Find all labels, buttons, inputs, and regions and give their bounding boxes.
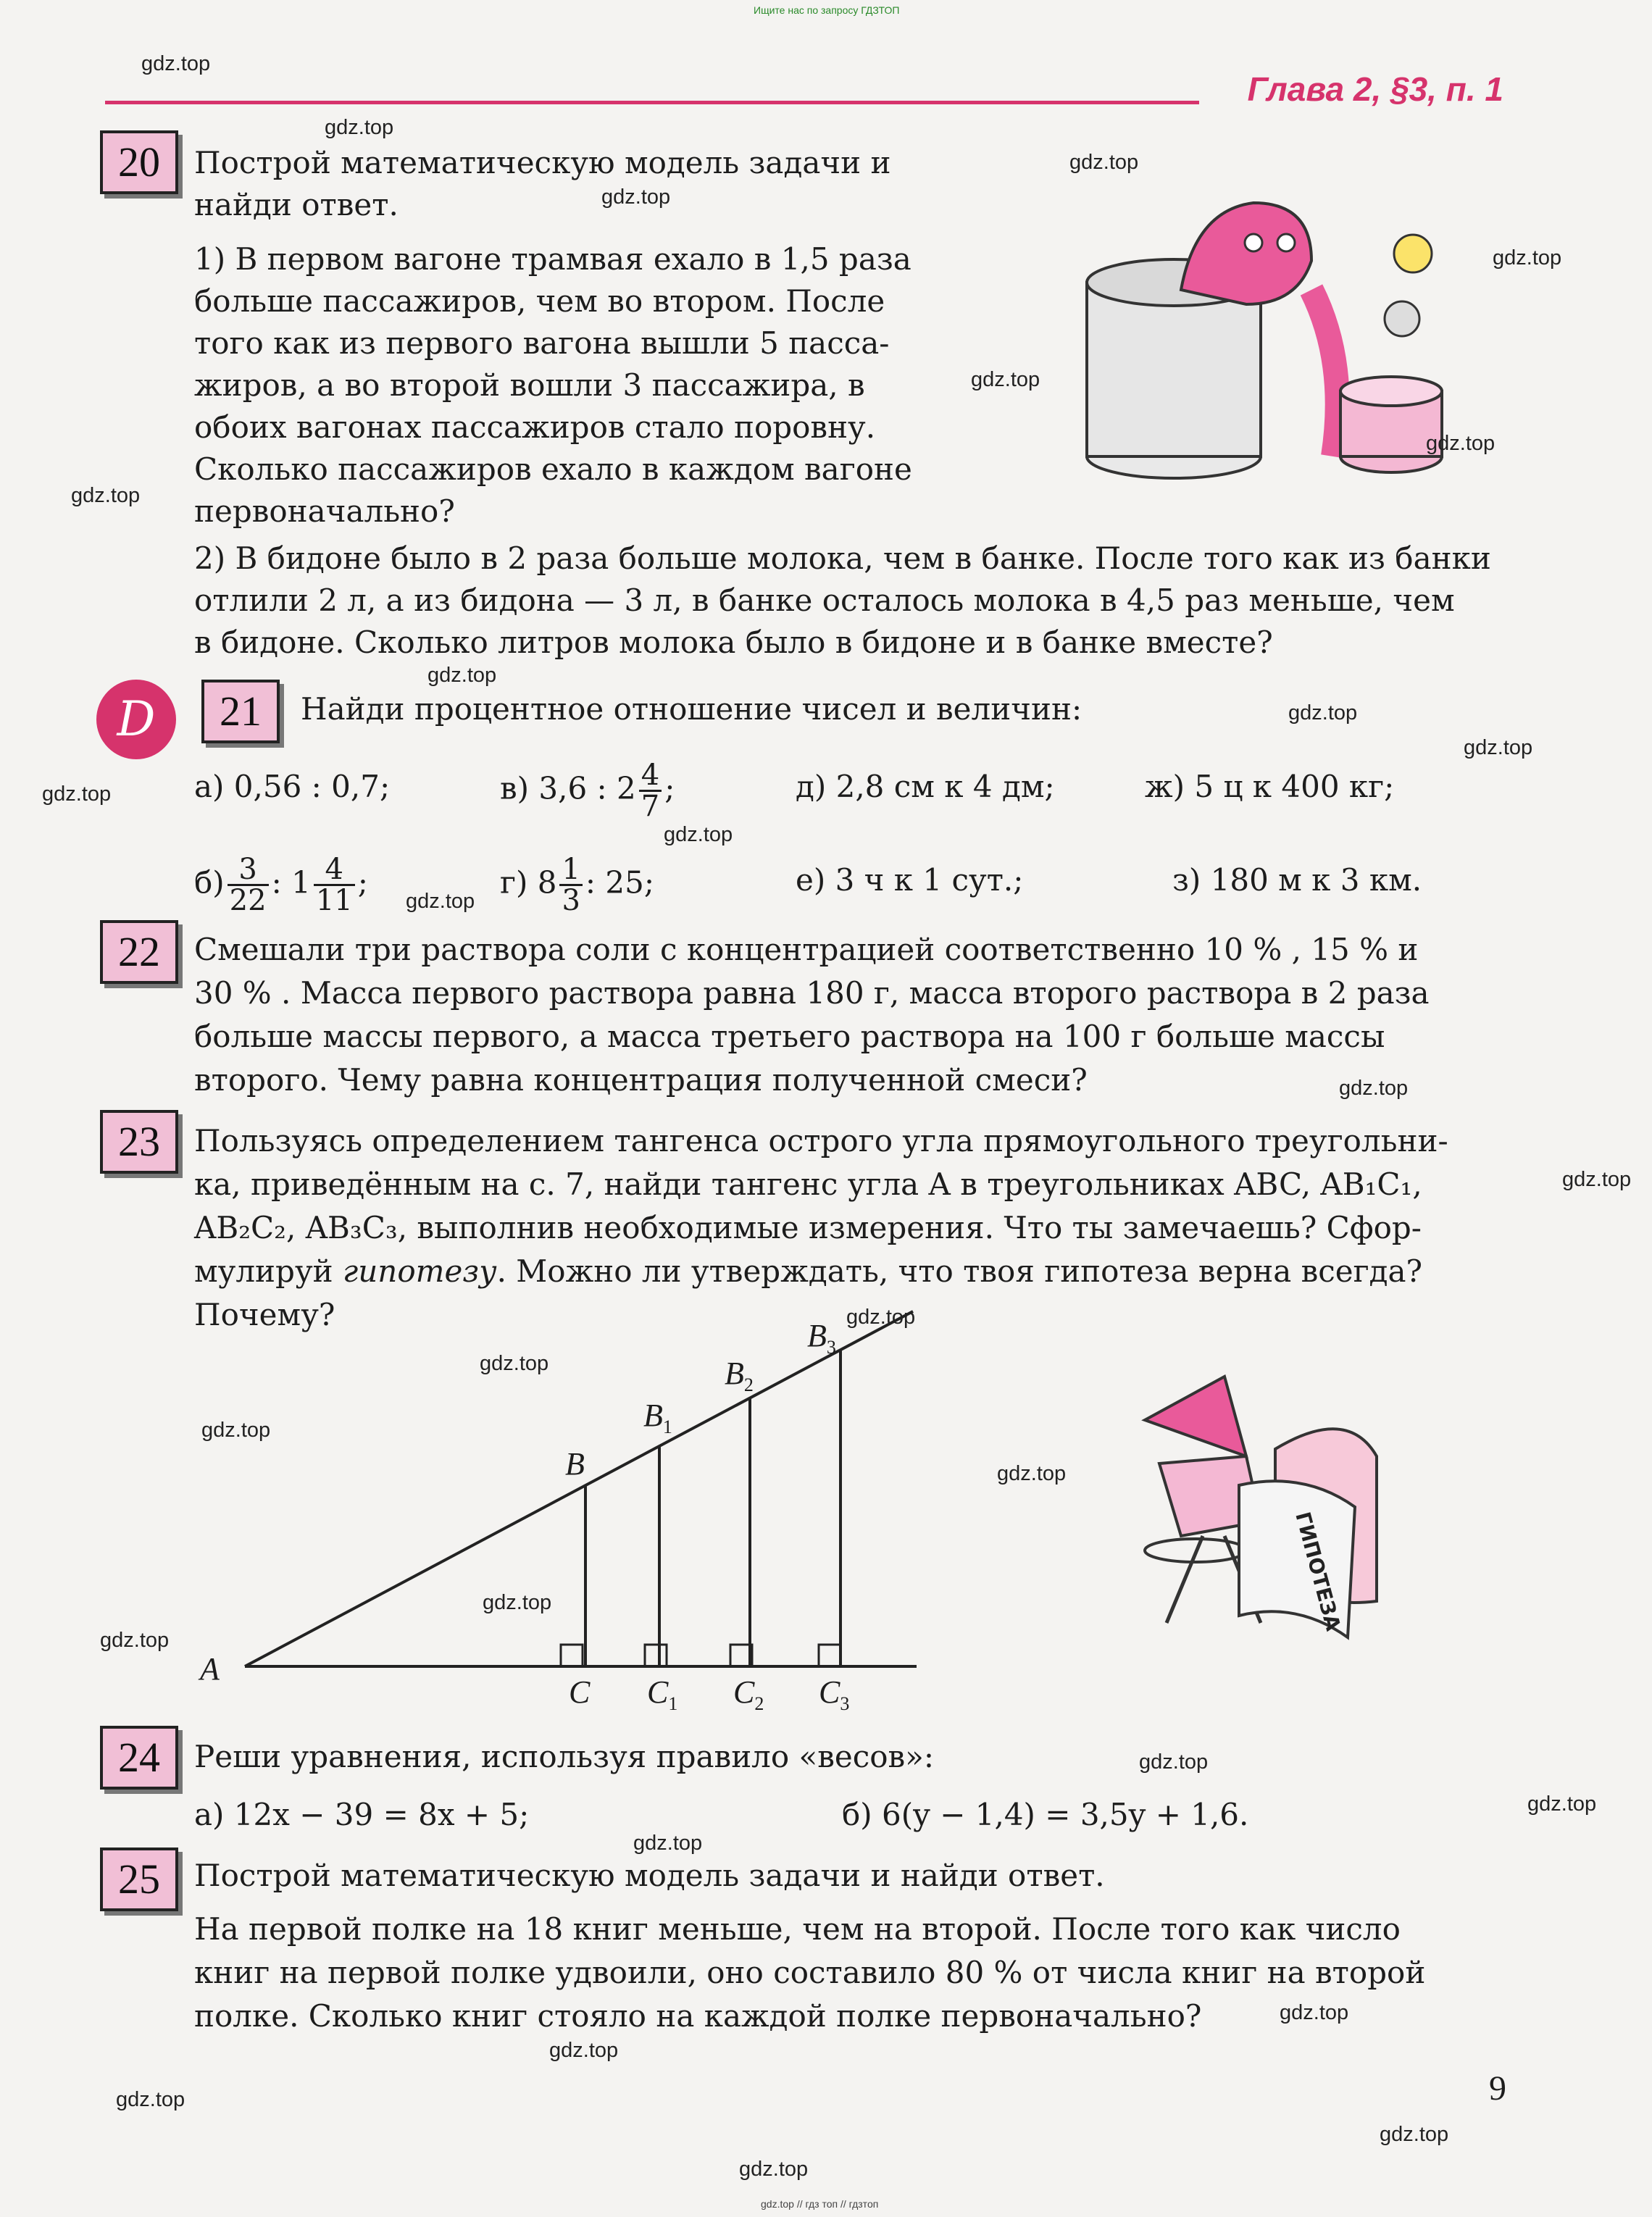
watermark: gdz.top [739,2158,809,2181]
ex25-line: Построй математическую модель задачи и найди ответ. [194,1858,1105,1893]
ex21-item-z: з) 180 м к 3 км. [1172,862,1422,898]
chapter-title: Глава 2, §3, п. 1 [1247,70,1503,108]
ex21-title: Найди процентное отношение чисел и величин: [301,691,1082,727]
watermark: gdz.top [406,890,475,913]
watermark: gdz.top [325,116,394,139]
label-subscript: 1 [662,1416,672,1437]
label-subscript: 2 [754,1692,764,1714]
watermark: gdz.top [1562,1168,1632,1191]
label-B1-letter: B [643,1398,663,1433]
ex21-g-prefix: г) 8 [500,864,557,901]
hypotenuse-line [245,1311,913,1666]
watermark: gdz.top [1339,1077,1409,1100]
ex25-line: На первой полке на 18 книг меньше, чем на второй. После того как число [194,1911,1401,1947]
label-B3 [807,1317,836,1358]
label-B3-letter: B [807,1318,827,1353]
label-subscript: 3 [840,1692,850,1714]
ex20-line: жиров, а во второй вошли 3 пассажира, в [194,367,865,403]
ex20-line: первоначально? [194,493,455,529]
ex23-line: Почему? [194,1297,335,1332]
ex21-g-suffix: : 25; [585,864,655,901]
watermark: gdz.top [1464,736,1533,759]
ex25-line: полке. Сколько книг стояло на каждой полке первоначально? [194,1998,1202,2034]
label-subscript: 3 [826,1336,836,1358]
ex22-line: Смешали три раствора соли с концентрацией соответственно 10 % , 15 % и [194,932,1419,967]
denominator: 22 [228,884,269,915]
ex20-line: 2) В бидоне было в 2 раза больше молока, чем в банке. После того как из банки [194,540,1491,576]
bottom-note: gdz.top // гдз топ // гдзтоп [761,2198,879,2210]
exercise-number-22: 22 [100,920,178,984]
page-number: 9 [1489,2069,1506,2108]
ex21-b-suffix: ; [357,864,368,901]
watermark: gdz.top [1493,246,1562,270]
watermark: gdz.top [480,1352,549,1375]
ex20-line: отлили 2 л, а из бидона — 3 л, в банке осталось молока в 4,5 раз меньше, чем [194,583,1455,618]
ex23-line: Пользуясь определением тангенса острого угла прямоугольного треугольни- [194,1123,1448,1158]
ex21-b-prefix: б) [194,864,225,901]
watermark: gdz.top [633,1832,703,1855]
right-angle-mark [645,1645,667,1666]
ex20-line: того как из первого вагона вышли 5 пасса- [194,325,890,361]
watermark: gdz.top [1069,151,1139,174]
ex21-b-mid: : 1 [271,864,311,901]
ex23-line4-end: . Можно ли утверждать, что твоя гипотеза верна всегда? [496,1253,1423,1289]
label-C3-letter: C [819,1674,840,1710]
ex20-line: больше пассажиров, чем во втором. После [194,283,885,319]
ex22-line: второго. Чему равна концентрация полученной смеси? [194,1062,1088,1098]
label-B: B [565,1446,585,1482]
ex24-item-a: а) 12x − 39 = 8x + 5; [194,1797,530,1832]
watermark: gdz.top [1527,1792,1597,1816]
exercise-number-25: 25 [100,1848,178,1911]
label-subscript: 2 [743,1374,754,1395]
watermark: gdz.top [1288,701,1358,725]
label-A: A [200,1651,220,1687]
watermark: gdz.top [846,1306,916,1329]
ex21-item-e: е) 3 ч к 1 сут.; [796,862,1024,898]
watermark: gdz.top [971,368,1040,391]
ex21-item-zh: ж) 5 ц к 400 кг; [1145,769,1395,804]
ex24-item-b: б) 6(y − 1,4) = 3,5y + 1,6. [842,1797,1249,1832]
ex23-line: AB₂C₂, AB₃C₃, выполнив необходимые измерения. Что ты замечаешь? Сфор- [194,1210,1422,1245]
numerator: 4 [641,759,660,792]
differentiation-badge: D [96,680,176,759]
numerator: 1 [562,853,580,886]
watermark: gdz.top [1139,1750,1209,1774]
hypothesis-illustration [1116,1362,1420,1666]
numerator: 4 [325,853,343,886]
denominator: 7 [639,790,662,821]
ex23-hypothesis-word: гипотезу [343,1253,497,1289]
ex21-item-d: д) 2,8 см к 4 дм; [796,769,1055,804]
scroll-caption: ГИПОТЕЗА [1290,1509,1346,1634]
label-B2 [725,1355,754,1396]
watermark: gdz.top [100,1629,170,1652]
ex21-v-suffix: ; [664,770,675,806]
ex21-item-a: а) 0,56 : 0,7; [194,769,391,804]
label-C3 [819,1674,849,1715]
watermark: gdz.top [483,1591,552,1614]
ex20-line: обоих вагонах пассажиров стало поровну. [194,409,876,445]
ex20-line: в бидоне. Сколько литров молока было в бидоне и в банке вместе? [194,625,1273,660]
watermark: gdz.top [601,185,671,209]
watermark: gdz.top [1380,2123,1449,2146]
watermark: gdz.top [664,823,733,846]
watermark: gdz.top [141,52,211,75]
label-subscript: 1 [668,1692,678,1714]
watermark: gdz.top [549,2039,619,2062]
ex21-v-prefix: в) 3,6 : 2 [500,770,636,806]
ex22-line: больше массы первого, а масса третьего раствора на 100 г больше массы [194,1019,1385,1054]
right-angle-mark [561,1645,583,1666]
label-C2-letter: C [733,1674,755,1710]
ex22-line: 30 % . Масса первого раствора равна 180 г, масса второго раствора в 2 раза [194,975,1430,1011]
label-C: C [569,1674,591,1710]
ex20-line: Построй математическую модель задачи и [194,145,891,180]
right-angle-mark [819,1645,840,1666]
denominator: 3 [559,884,582,915]
header-rule [105,101,1199,104]
cat-illustration [1072,181,1449,493]
ex23-line [194,1251,1422,1293]
numerator: 3 [238,853,257,886]
ex23-line: ка, приведённым на с. 7, найди тангенс угла A в треугольниках ABC, AB₁C₁, [194,1166,1422,1202]
label-B1 [643,1397,672,1438]
denominator: 11 [314,884,355,915]
watermark: gdz.top [1280,2001,1349,2024]
ex21-item-b [194,855,368,915]
watermark: gdz.top [997,1462,1067,1485]
fraction [559,855,582,915]
ex23-line4-start: мулируй [194,1253,343,1289]
ex21-item-v [500,761,675,821]
exercise-number-23: 23 [100,1110,178,1174]
watermark: gdz.top [201,1419,271,1442]
fraction [314,855,355,915]
top-note: Ищите нас по запросу ГДЗТОП [754,4,900,16]
label-B2-letter: B [725,1356,744,1391]
watermark: gdz.top [1426,432,1495,455]
watermark: gdz.top [71,484,141,507]
ex25-line: книг на первой полке удвоили, оно составило 80 % от числа книг на второй [194,1955,1426,1990]
ex24-title: Реши уравнения, используя правило «весов»: [194,1739,935,1774]
exercise-number-20: 20 [100,130,178,194]
watermark: gdz.top [427,664,497,687]
ex20-line: 1) В первом вагоне трамвая ехало в 1,5 раза [194,241,911,277]
label-C1 [647,1674,677,1715]
watermark: gdz.top [116,2088,185,2111]
label-C1-letter: C [647,1674,669,1710]
label-C2 [733,1674,764,1715]
ex20-line: найди ответ. [194,187,399,222]
ex20-line: Сколько пассажиров ехало в каждом вагоне [194,451,912,487]
exercise-number-21: 21 [201,680,280,743]
exercise-number-24: 24 [100,1726,178,1790]
fraction [228,855,269,915]
ex21-item-g [500,855,654,915]
watermark: gdz.top [42,782,112,806]
fraction [639,761,662,821]
